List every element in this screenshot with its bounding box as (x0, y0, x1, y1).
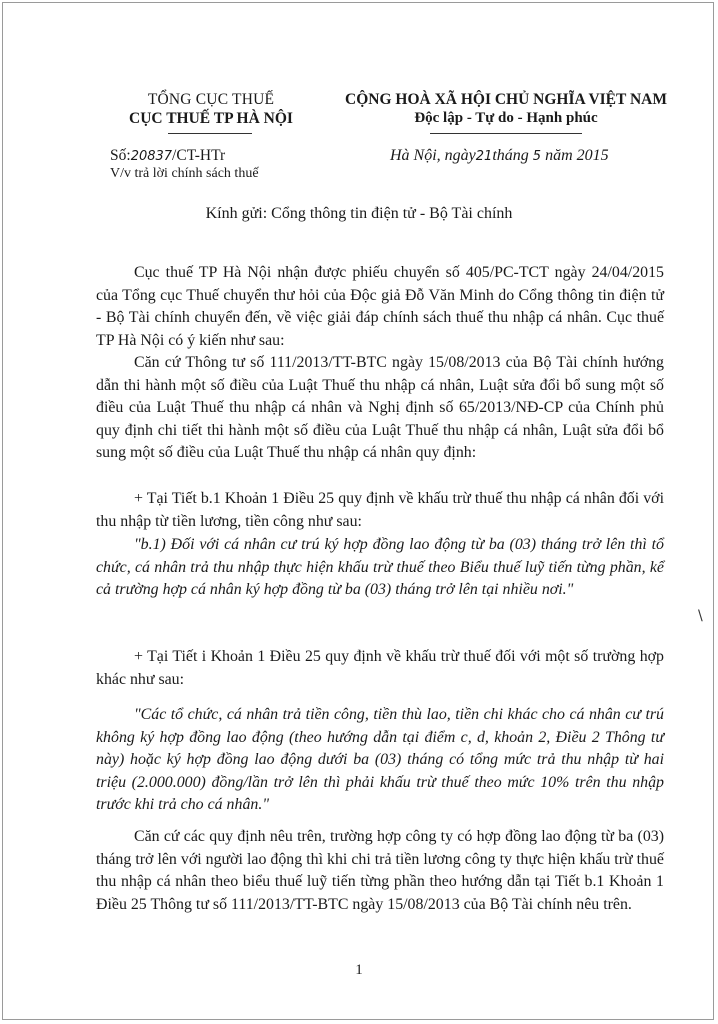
document-subject: V/v trả lời chính sách thuế (110, 166, 259, 181)
recipient: Kính gửi: Cổng thông tin điện tử - Bộ Tài chính (205, 205, 513, 222)
quote-article-b1: "b.1) Đối với cá nhân cư trú ký hợp đồng lao động từ ba (03) tháng trở lên thì tổ chức, cá nhân trả thu nhập thực hiện khấu trừ thuế theo Biểu thuế luỹ tiến từng phần, kể cả trường hợp cá nhân ký hợp đồng từ ba (03) tháng trở lên tại nhiều nơi." (96, 536, 664, 599)
year-label: năm 2015 (545, 147, 609, 164)
docno-prefix: Số: (110, 147, 131, 164)
paragraph-conclusion: Căn cứ các quy định nêu trên, trường hợp công ty có hợp đồng lao động từ ba (03) tháng trở lên với người lao động thì khi chi trả tiền lương công ty thực hiện khấu trừ thuế thu nhập cá nhân theo biểu thuế luỹ tiến từng phần theo hướng dẫn tại Tiết b.1 Khoản 1 Điều 25 Thông tư số 111/2013/TT-BTC ngày 15/08/2013 của Bộ Tài chính nêu trên. (96, 828, 664, 913)
agency-main: CỤC THUẾ TP HÀ NỘI (129, 110, 293, 127)
paragraph-article-i: + Tại Tiết i Khoản 1 Điều 25 quy định về khấu trừ thuế đối với một số trường hợp khác như sau: (96, 648, 664, 688)
docno-handwritten: 20837 (130, 149, 173, 164)
document-number (110, 146, 225, 166)
national-motto: Độc lập - Tự do - Hạnh phúc (414, 110, 598, 126)
pen-mark: \ (698, 608, 703, 624)
month-label: tháng (492, 147, 529, 164)
agency-underline (168, 133, 252, 134)
motto-underline (430, 133, 582, 134)
agency-top: TỔNG CỤC THUẾ (147, 91, 275, 108)
country-name: CỘNG HOÀ XÃ HỘI CHỦ NGHĨA VIỆT NAM (345, 91, 667, 108)
quote-article-i: "Các tổ chức, cá nhân trả tiền công, tiền thù lao, tiền chi khác cho cá nhân cư trú không ký hợp đồng lao động (theo hướng dẫn tại điểm c, d, khoản 2, Điều 2 Thông tư này) hoặc ký hợp đồng lao động dưới ba (03) tháng có tổng mức trả thu nhập từ hai triệu (2.000.000) đồng/lần trở lên thì phải khấu trừ thuế theo mức 10% trên thu nhập trước khi trả cho cá nhân." (96, 706, 664, 814)
national-header (330, 90, 682, 128)
date-month: 5 (532, 149, 542, 164)
docno-suffix: /CT-HTr (172, 147, 226, 164)
paragraph-article-b1: + Tại Tiết b.1 Khoản 1 Điều 25 quy định về khấu trừ thuế thu nhập cá nhân đối với thu nhập từ tiền lương, tiền công như sau: (96, 490, 664, 530)
paragraph-intro: Cục thuế TP Hà Nội nhận được phiếu chuyển số 405/PC-TCT ngày 24/04/2015 của Tổng cục Thuế chuyển thư hỏi của Độc giả Đỗ Văn Minh do Cổng thông tin điện tử - Bộ Tài chính chuyển đến, về việc giải đáp chính sách thuế thu nhập cá nhân. Cục thuế TP Hà Nội có ý kiến như sau: (96, 264, 664, 349)
page-number: 1 (355, 962, 363, 978)
date-day: 21 (475, 149, 493, 164)
agency-header (96, 90, 326, 128)
place: Hà Nội, ngày (390, 147, 476, 164)
paragraph-legal-basis: Căn cứ Thông tư số 111/2013/TT-BTC ngày 15/08/2013 của Bộ Tài chính hướng dẫn thi hành một số điều của Luật Thuế thu nhập cá nhân, Luật sửa đổi bổ sung một số điều của Luật Thuế thu nhập cá nhân và Nghị định số 65/2013/NĐ-CP của Chính phủ quy định chi tiết thi hành một số điều của Luật Thuế thu nhập cá nhân, Luật sửa đổi bổ sung một số điều của Luật Thuế thu nhập cá nhân quy định: (96, 354, 664, 462)
place-date (390, 146, 609, 166)
